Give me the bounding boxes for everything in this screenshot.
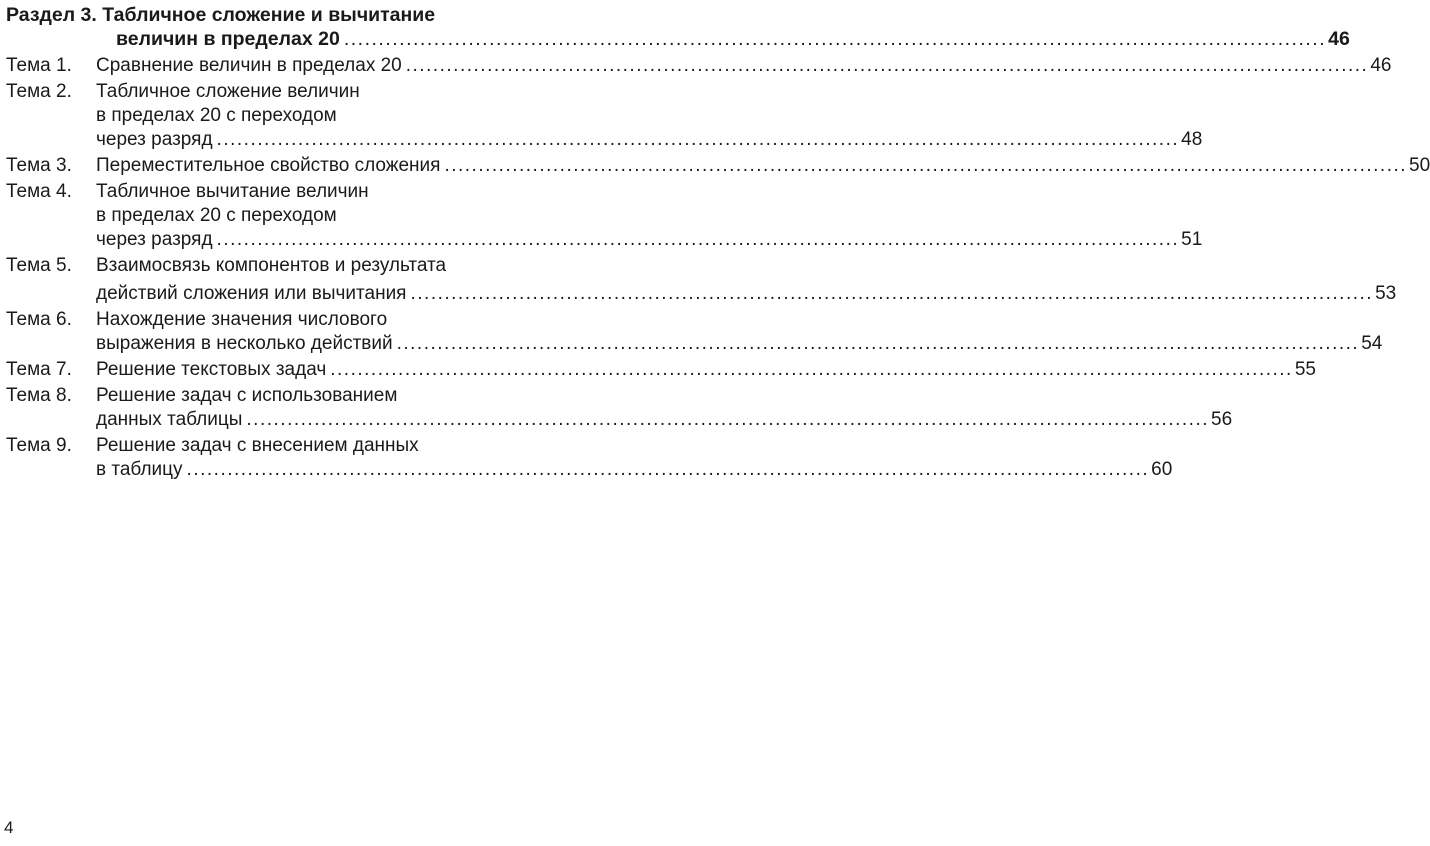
toc-entry-text: действий сложения или вычитания [96,283,407,304]
toc-entry-page: 48 [1181,129,1203,150]
toc-entry-title [96,308,1382,356]
section-page-number: 46 [1328,28,1350,50]
toc-entry-title [96,180,1202,252]
toc-entry-label: Тема 8. [6,385,72,406]
section-heading-line-1: Раздел 3. Табличное сложение и вычитание [6,4,436,26]
toc-entry-line [96,332,1382,356]
toc-entry-line [96,228,1202,252]
toc-entry-label: Тема 3. [6,155,72,176]
dot-leader [187,458,1150,482]
toc-entry-line [96,154,1430,178]
toc-entry-text: Сравнение величин в пределах 20 [96,55,402,76]
dot-leader [217,128,1180,152]
toc-entry-text: в таблицу [96,459,183,480]
toc-entry-label: Тема 6. [6,309,72,330]
toc-entry-title [96,434,1172,482]
section-heading-text: величин в пределах 20 [116,28,340,50]
toc-entry-text: Решение текстовых задач [96,359,327,380]
toc-entry-label: Тема 2. [6,81,72,102]
dot-leader [330,358,1293,382]
toc-entry-title [96,54,1391,78]
toc-entry-label: Тема 9. [6,435,72,456]
toc-entry-line [96,358,1316,382]
toc-entry-label: Тема 4. [6,181,72,202]
toc-entry-title [96,80,1202,152]
toc-entry-title [96,358,1316,382]
toc-list [6,54,1430,484]
section-heading [6,3,1350,51]
dot-leader [397,332,1360,356]
toc-entry-text: через разряд [96,229,213,250]
toc-entry-line: Решение задач с использованием [96,385,398,406]
page-number: 4 [4,818,14,837]
toc-entry-7 [6,358,1316,382]
toc-entry-title [96,154,1430,178]
dot-leader [246,408,1209,432]
toc-entry-line: Табличное сложение величин [96,81,360,102]
toc-entry-page: 56 [1211,409,1233,430]
toc-entry-line [96,282,1396,306]
toc-entry-line: Взаимосвязь компонентов и результата [96,255,447,276]
toc-entry-text: выражения в несколько действий [96,333,393,354]
toc-entry-page: 50 [1409,155,1430,176]
toc-entry-line [96,54,1391,78]
toc-entry-text: данных таблицы [96,409,243,430]
toc-entry-label: Тема 5. [6,255,72,276]
toc-entry-page: 51 [1181,229,1203,250]
toc-entry-line: в пределах 20 с переходом [96,205,337,226]
toc-entry-4 [6,180,1203,252]
toc-entry-line: Табличное вычитание величин [96,181,369,202]
toc-entry-text: через разряд [96,129,213,150]
toc-entry-line [96,128,1202,152]
toc-entry-6 [6,308,1383,356]
toc-entry-page: 55 [1294,359,1316,380]
toc-entry-3 [6,154,1430,178]
toc-entry-page: 54 [1361,333,1383,354]
toc-entry-line: Нахождение значения числового [96,309,388,330]
dot-leader [444,154,1407,178]
toc-entry-5 [6,254,1397,306]
toc-entry-line [96,458,1172,482]
toc-entry-label: Тема 1. [6,55,72,76]
toc-entry-page: 53 [1375,283,1397,304]
toc-entry-line: в пределах 20 с переходом [96,105,337,126]
section-heading-line-2 [116,27,1350,51]
toc-entry-label: Тема 7. [6,359,72,380]
toc-entry-page: 46 [1370,55,1392,76]
toc-entry-9 [6,434,1173,482]
toc-entry-line: Решение задач с внесением данных [96,435,419,456]
toc-entry-text: Переместительное свойство сложения [96,155,441,176]
dot-leader [344,27,1326,51]
toc-entry-8 [6,384,1233,432]
dot-leader [406,54,1369,78]
dot-leader [410,282,1373,306]
toc-entry-1 [6,54,1392,78]
toc-entry-2 [6,80,1203,152]
toc-entry-title [96,254,1396,306]
dot-leader [217,228,1180,252]
toc-entry-page: 60 [1151,459,1173,480]
toc-entry-title [96,384,1232,432]
toc-entry-line [96,408,1232,432]
